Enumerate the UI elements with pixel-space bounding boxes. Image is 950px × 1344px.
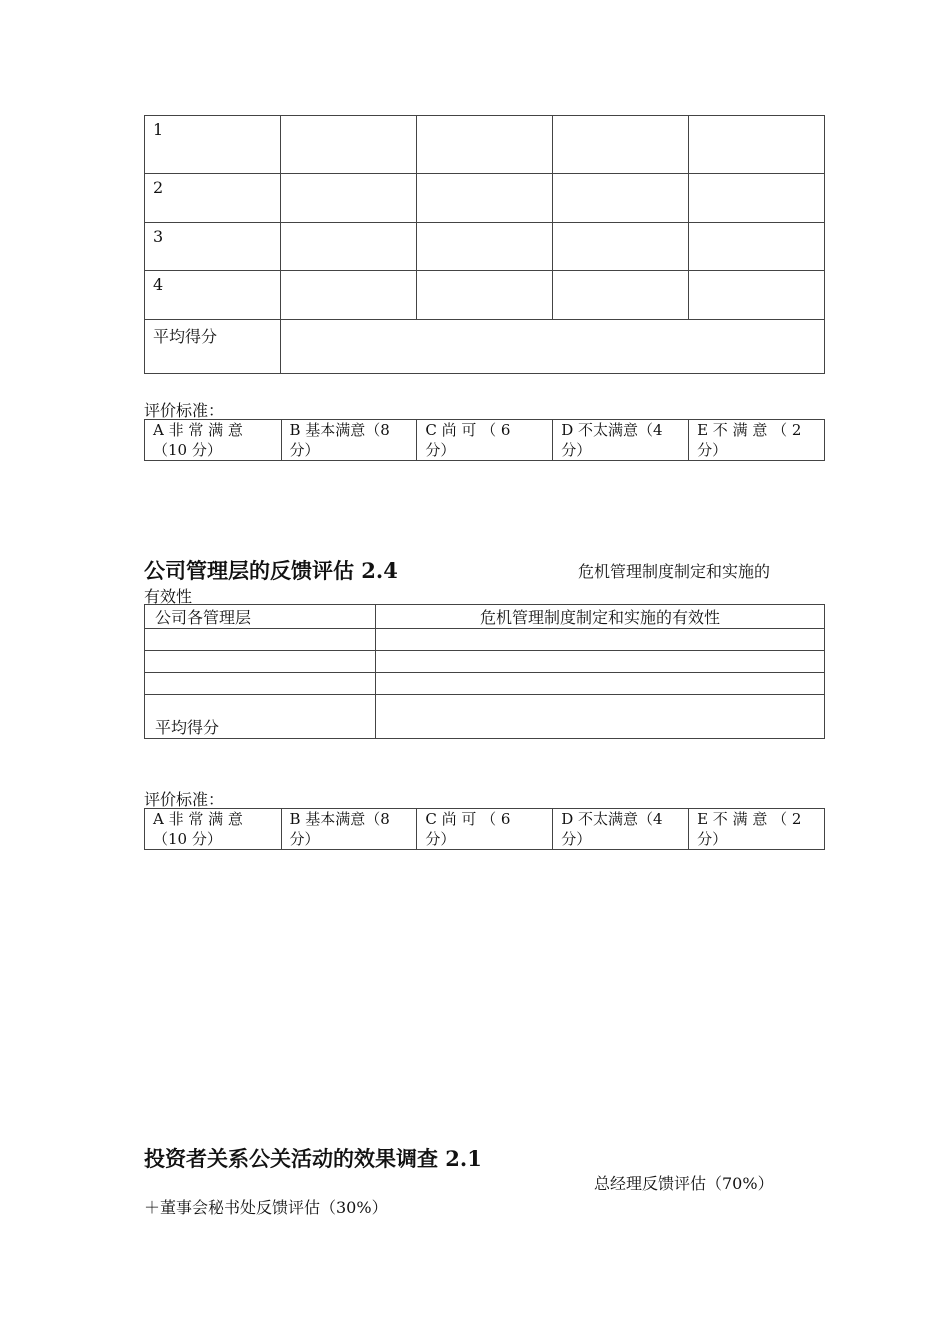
row-label: 3 xyxy=(145,223,281,271)
row-label: 4 xyxy=(145,271,281,320)
score-cell xyxy=(417,174,553,223)
score-table xyxy=(144,115,825,374)
criteria-table xyxy=(144,808,825,850)
criteria-a: A 非 常 满 意 （10 分） xyxy=(145,809,282,850)
score-cell xyxy=(417,223,553,271)
mgmt-cell xyxy=(376,629,825,651)
section-2-4-title: 公司管理层的反馈评估 2.4 xyxy=(144,558,398,583)
score-cell xyxy=(553,174,689,223)
section-2-1-continuation: ＋董事会秘书处反馈评估（30%） xyxy=(144,1198,388,1217)
row-label: 2 xyxy=(145,174,281,223)
average-value-cell xyxy=(281,320,825,374)
row-label: 1 xyxy=(145,116,281,174)
score-cell xyxy=(281,174,417,223)
criteria-d: D 不太满意（4 分） xyxy=(553,809,689,850)
score-cell xyxy=(689,271,825,320)
criteria-e: E 不 满 意 （ 2 分） xyxy=(689,809,825,850)
section-2-4-right-text: 危机管理制度制定和实施的 xyxy=(578,562,771,581)
mgmt-col1-header: 公司各管理层 xyxy=(145,605,376,629)
average-label: 平均得分 xyxy=(145,320,281,374)
criteria-c: C 尚 可 （ 6 分） xyxy=(417,420,553,461)
score-cell xyxy=(417,271,553,320)
score-cell xyxy=(689,116,825,174)
section-2-1-right-text: 总经理反馈评估（70%） xyxy=(594,1174,774,1193)
mgmt-cell xyxy=(145,673,376,695)
score-cell xyxy=(689,174,825,223)
score-cell xyxy=(281,116,417,174)
section-2-1-title: 投资者关系公关活动的效果调查 2.1 xyxy=(144,1146,482,1171)
management-table xyxy=(144,604,825,739)
mgmt-cell xyxy=(376,651,825,673)
criteria-label: 评价标准： xyxy=(144,790,225,809)
mgmt-cell xyxy=(145,629,376,651)
criteria-b: B 基本满意（8 分） xyxy=(281,809,417,850)
criteria-d: D 不太满意（4 分） xyxy=(553,420,689,461)
mgmt-average-label: 平均得分 xyxy=(145,695,376,739)
score-cell xyxy=(689,223,825,271)
mgmt-col2-header: 危机管理制度制定和实施的有效性 xyxy=(376,605,825,629)
score-cell xyxy=(553,116,689,174)
score-cell xyxy=(553,271,689,320)
criteria-label: 评价标准： xyxy=(144,401,225,420)
criteria-c: C 尚 可 （ 6 分） xyxy=(417,809,553,850)
score-cell xyxy=(281,271,417,320)
score-cell xyxy=(281,223,417,271)
score-cell xyxy=(417,116,553,174)
criteria-a: A 非 常 满 意 （10 分） xyxy=(145,420,282,461)
mgmt-cell xyxy=(145,651,376,673)
score-cell xyxy=(553,223,689,271)
criteria-e: E 不 满 意 （ 2 分） xyxy=(689,420,825,461)
mgmt-cell xyxy=(376,673,825,695)
section-2-4-continuation: 有效性 xyxy=(144,587,193,606)
criteria-table xyxy=(144,419,825,461)
mgmt-average-value xyxy=(376,695,825,739)
criteria-b: B 基本满意（8 分） xyxy=(281,420,417,461)
